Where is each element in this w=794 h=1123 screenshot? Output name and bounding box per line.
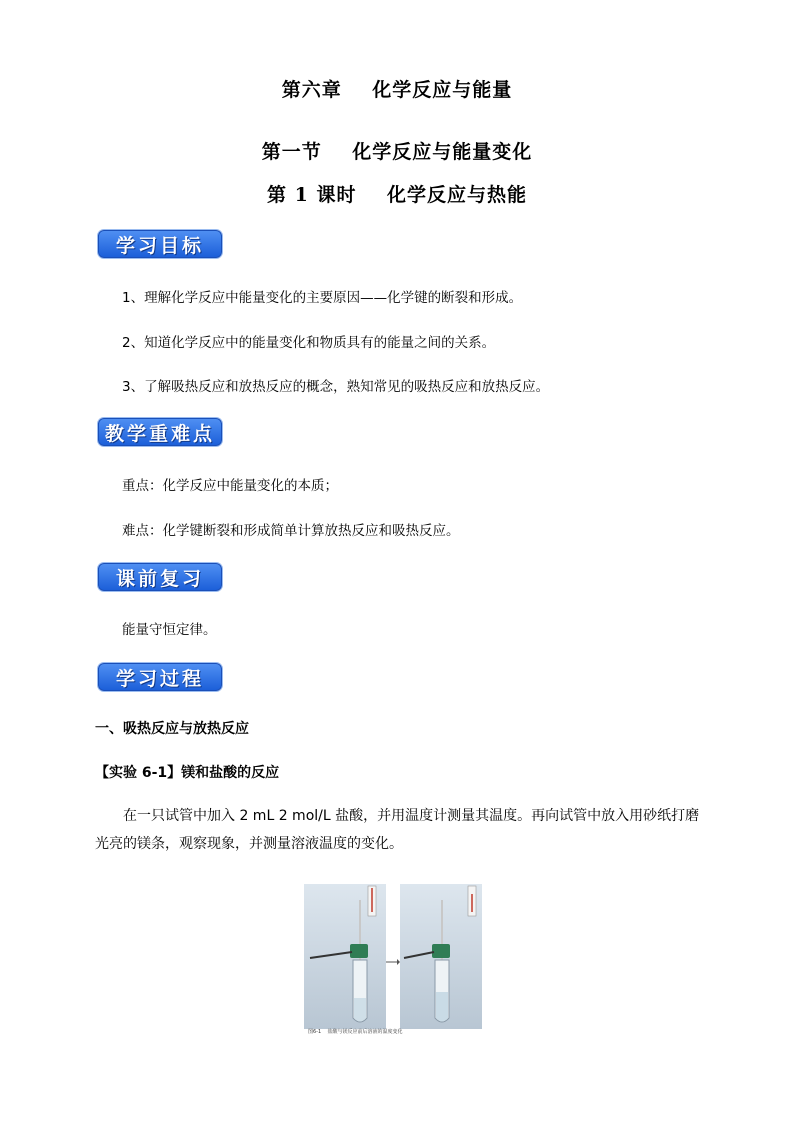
focus-text: 重点：化学反应中能量变化的本质； <box>122 478 338 494</box>
process-badge-label: 学习过程 <box>98 663 222 691</box>
objective-item-2: 2、知道化学反应中的能量变化和物质具有的能量之间的关系。 <box>122 335 496 351</box>
chapter-title: 第六章 化学反应与能量 <box>281 79 513 101</box>
objective-item-1: 1、理解化学反应中能量变化的主要原因——化学键的断裂和形成。 <box>122 290 523 306</box>
review-badge <box>95 560 225 594</box>
objective-item-3: 3、了解吸热反应和放热反应的概念，熟知常见的吸热反应和放热反应。 <box>122 379 550 395</box>
section-heading: 一、吸热反应与放热反应 <box>95 721 249 737</box>
key-points-badge <box>95 415 225 449</box>
key-points-badge-label: 教学重难点 <box>98 418 222 446</box>
objectives-badge <box>95 227 225 261</box>
section-title: 第一节 化学反应与能量变化 <box>261 141 533 163</box>
objectives-badge-label: 学习目标 <box>98 230 222 258</box>
review-text: 能量守恒定律。 <box>122 622 217 638</box>
review-badge-label: 课前复习 <box>98 563 222 591</box>
difficulty-text: 难点：化学键断裂和形成简单计算放热反应和吸热反应。 <box>122 523 460 539</box>
experiment-heading: 【实验 6-1】镁和盐酸的反应 <box>95 765 280 781</box>
lesson-title: 第 1 课时 化学反应与热能 <box>267 184 527 206</box>
test-tube-illustration <box>300 880 500 1040</box>
experiment-text: 在一只试管中加入 2 mL 2 mol/L 盐酸，并用温度计测量其温度。再向试管中放入用砂纸打磨光亮的镁条，观察现象，并测量溶液温度的变化。 <box>95 808 700 852</box>
figure-caption: 图6-1 盐酸与镁反应前后溶液的温度变化 <box>308 1029 403 1035</box>
experiment-figure <box>300 880 500 1040</box>
process-badge <box>95 660 225 694</box>
